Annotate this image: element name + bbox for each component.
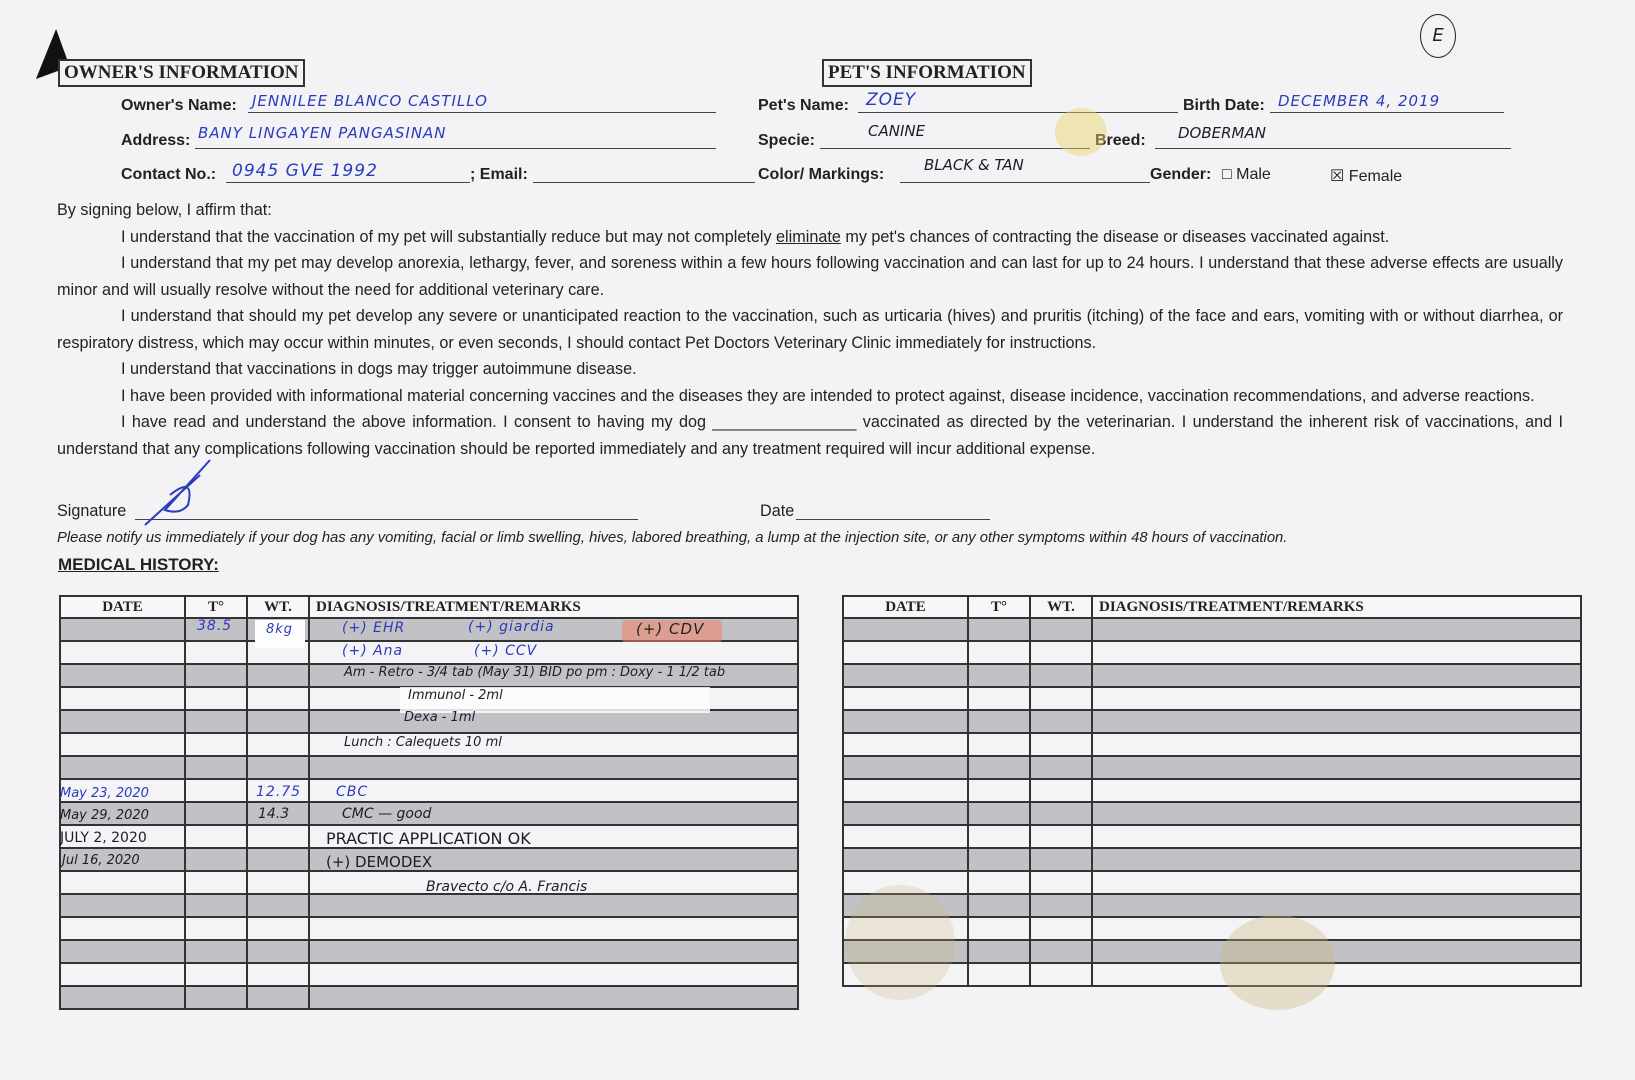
birth-date-value: DECEMBER 4, 2019 [1278,92,1441,110]
medical-history-heading: MEDICAL HISTORY: [58,555,219,574]
male-option: □ Male [1222,166,1271,183]
table-row [843,848,1581,871]
contact-label: Contact No.: [121,166,217,183]
consent-p4: I understand that vaccinations in dogs may trigger autoimmune disease. [121,360,637,378]
table-row [60,917,798,940]
table-row [843,756,1581,779]
breed-value: DOBERMAN [1178,124,1266,142]
col-weight: WT. [247,596,309,618]
table-row [843,802,1581,825]
col-temp: T° [185,596,247,618]
pet-name-value: ZOEY [866,90,917,110]
col-remarks: DIAGNOSIS/TREATMENT/REMARKS [1092,596,1581,618]
consent-block [57,197,1563,462]
birth-date-line [1270,112,1504,113]
birth-date-label: Birth Date: [1183,97,1265,114]
owner-name-label: Owner's Name: [121,97,237,114]
entry-remark-11: Bravecto c/o A. Francis [426,879,588,895]
table-row [843,894,1581,917]
header-mark: E [1432,25,1444,46]
table-row [60,641,798,664]
table-row [843,641,1581,664]
entry-date-1: May 23, 2020 [60,786,149,801]
table-row [60,940,798,963]
coffee-stain [1055,108,1107,156]
consent-p1: I understand that the vaccination of my pet will substantially reduce but may not completely eliminate my pet's chances of contracting the disease or diseases vaccinated against. [121,227,1390,246]
owner-name-line [248,112,716,113]
female-option [1330,166,1402,186]
contact-line [226,182,470,183]
specie-value: CANINE [868,122,926,140]
table-row [843,664,1581,687]
address-value: BANY LINGAYEN PANGASINAN [198,124,447,142]
email-label: ; Email: [470,166,528,183]
consent-p2: I understand that my pet may develop anorexia, lethargy, fever, and soreness within a few hours following vaccination and can last for up to 24 hours. I understand that these adverse effects are usually minor and will usually resolve without the need for additional veterinary care. [57,254,1563,299]
table-row [60,756,798,779]
consent-p6: I have read and understand the above information. I consent to having my dog ________________ vaccinated as directed by the veterinarian. I understand the inherent risk of vaccinations, and I understand that any complications following vaccination should be reported immediately and any treatment required will incur additional expense. [57,413,1563,458]
breed-label: Breed: [1095,132,1146,149]
consent-p5: I have been provided with informational material concerning vaccines and the diseases they are intended to protect against, disease incidence, vaccination recommendations, and adverse reactions. [121,386,1535,405]
table-row [843,779,1581,802]
entry-remark-3: Am - Retro - 3/4 tab (May 31) BID po pm : Doxy - 1 1/2 tab [344,665,726,680]
owner-name-value: JENNILEE BLANCO CASTILLO [252,92,488,110]
table-row [843,710,1581,733]
contact-value: 0945 GVE 1992 [232,161,378,181]
table-row [843,733,1581,756]
date-label: Date [760,502,795,520]
table-row [843,618,1581,641]
entry-remark-10: (+) DEMODEX [326,853,433,871]
signature-label: Signature [57,502,127,520]
entry-remark-4: Immunol - 2ml [408,688,503,703]
pet-name-line [858,112,1178,113]
medical-history-table-left [59,595,799,1010]
dog-name-blank: ________________ [712,413,857,431]
color-label: Color/ Markings: [758,166,885,183]
entry-remark-2a: (+) Ana [342,643,404,659]
table-row [60,963,798,986]
table-row [843,871,1581,894]
address-label: Address: [121,132,191,149]
address-line [195,148,716,149]
header-mark-circle [1420,14,1456,58]
female-checkbox-icon: ☒ [1330,168,1345,185]
table-row [60,779,798,802]
col-date: DATE [60,596,185,618]
col-remarks: DIAGNOSIS/TREATMENT/REMARKS [309,596,798,618]
entry-remark-9: PRACTIC APPLICATION OK [326,829,531,848]
specie-line [820,148,1090,149]
table-row [843,825,1581,848]
consent-p3: I understand that should my pet develop any severe or unanticipated reaction to the vaccination, such as urticaria (hives) and pruritis (itching) of the face and ears, vomiting with or without diarrhea, or respiratory distress, which may occur within minutes, or even seconds, I should contact Pet Doctors Veterinary Clinic immediately for instructions. [57,307,1563,352]
color-value: BLACK & TAN [924,156,1024,174]
entry-remark-2b: (+) CCV [474,643,538,659]
breed-line [1155,148,1511,149]
owner-heading: OWNER'S INFORMATION [58,59,305,87]
col-temp: T° [968,596,1030,618]
entry-date-2: May 29, 2020 [60,808,149,823]
consent-intro: By signing below, I affirm that: [57,201,272,219]
entry-wt-1: 8kg [266,622,294,637]
color-line [900,182,1150,183]
pet-name-label: Pet's Name: [758,97,849,114]
female-label: Female [1348,168,1403,185]
coffee-stain [845,885,955,1000]
entry-remark-1b: (+) giardia [468,619,555,635]
coffee-stain [1220,915,1335,1010]
entry-temp-1: 38.5 [197,618,233,634]
email-line [533,182,755,183]
table-row [60,894,798,917]
pet-heading: PET'S INFORMATION [822,59,1032,87]
entry-remark-8: CMC — good [342,806,432,822]
gender-label: Gender: [1150,166,1212,183]
entry-remark-1c: (+) CDV [636,620,705,638]
col-date: DATE [843,596,968,618]
table-row [843,963,1581,986]
entry-wt-3: 14.3 [258,806,290,822]
entry-wt-2: 12.75 [256,784,302,800]
entry-remark-7: CBC [336,784,369,800]
entry-date-3: JULY 2, 2020 [60,830,147,846]
emphasis-eliminate: eliminate [776,227,841,246]
specie-label: Specie: [758,132,815,149]
table-row [843,687,1581,710]
entry-remark-6: Lunch : Calequets 10 ml [344,735,502,750]
signature-scribble [140,455,230,530]
entry-remark-1a: (+) EHR [342,620,406,636]
date-line [796,519,990,520]
entry-remark-5: Dexa - 1ml [404,710,476,725]
col-weight: WT. [1030,596,1092,618]
table-row [60,986,798,1009]
notice-text: Please notify us immediately if your dog has any vomiting, facial or limb swelling, hives, labored breathing, a lump at the injection site, or any other symptoms within 48 hours of vaccination. [57,530,1288,546]
entry-date-4: Jul 16, 2020 [62,853,140,868]
